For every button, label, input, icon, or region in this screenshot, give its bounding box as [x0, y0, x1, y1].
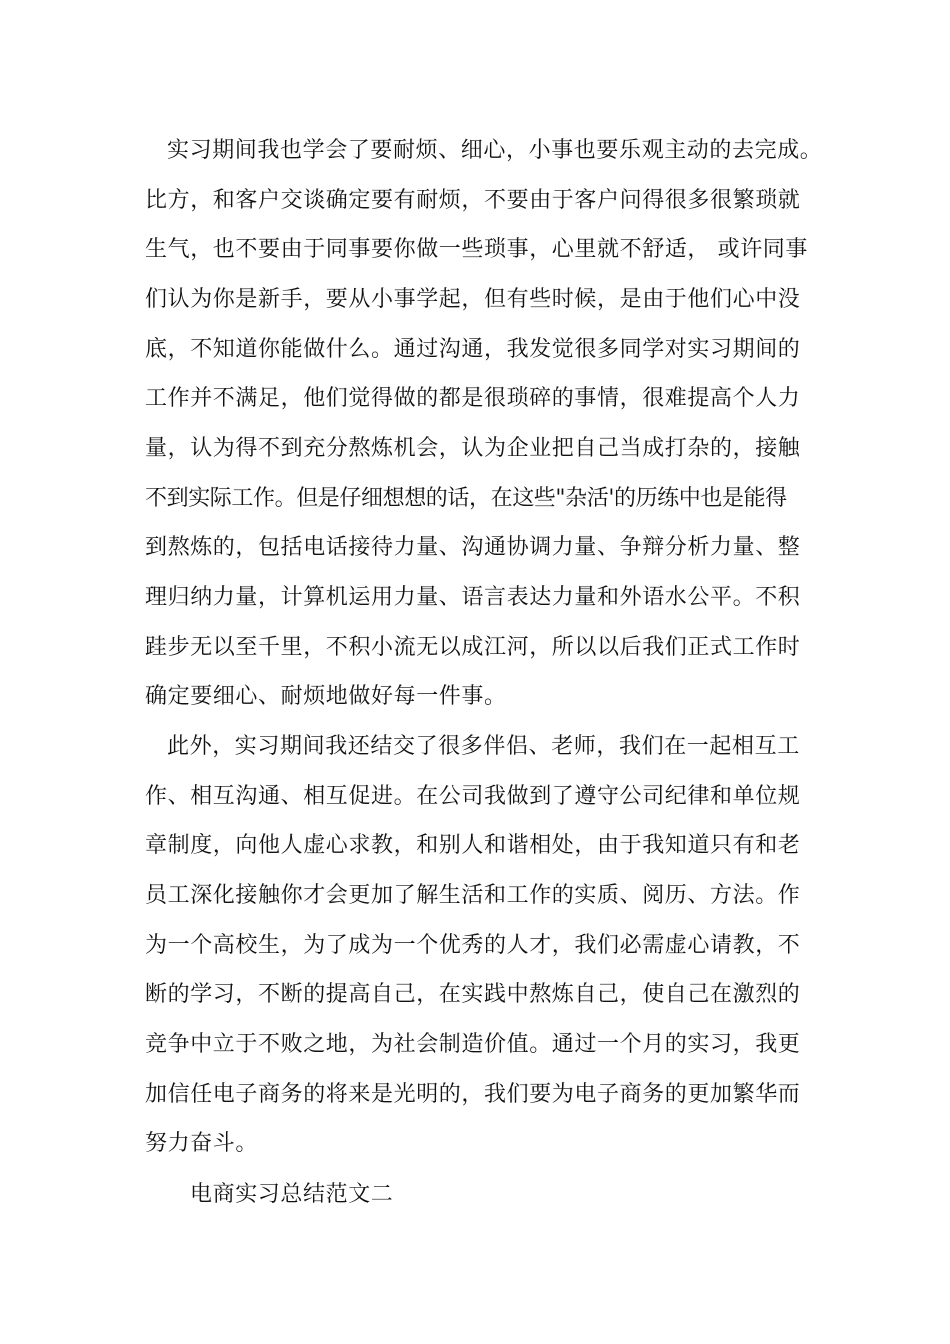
text-line: 章制度，向他人虚心求教，和别人和谐相处，由于我知道只有和老 — [145, 833, 801, 858]
text-line: 努力奋斗。 — [145, 1131, 259, 1156]
text-line: 理归纳力量，计算机运用力量、语言表达力量和外语水公平。不积 — [145, 585, 801, 610]
text-line: 底，不知道你能做什么。通过沟通，我发觉很多同学对实习期间的 — [145, 337, 801, 362]
text-line: 断的学习，不断的提高自己，在实践中熬炼自己，使自己在激烈的 — [145, 982, 801, 1007]
text-line: 跬步无以至千里，不积小流无以成江河，所以以后我们正式工作时 — [145, 635, 801, 660]
text-line: 竞争中立于不败之地，为社会制造价值。通过一个月的实习，我更 — [145, 1032, 801, 1057]
text-line: 到熬炼的，包括电话接待力量、沟通协调力量、争辩分析力量、整 — [145, 535, 801, 560]
text-line: 为一个高校生，为了成为一个优秀的人才，我们必需虚心请教，不 — [145, 933, 801, 958]
text-line: 员工深化接触你才会更加了解生活和工作的实质、阅历、方法。作 — [145, 883, 801, 908]
text-line: 确定要细心、耐烦地做好每一件事。 — [145, 684, 507, 709]
text-line: 们认为你是新手，要从小事学起，但有些时候，是由于他们心中没 — [145, 287, 801, 312]
text-line: 量，认为得不到充分熬炼机会，认为企业把自己当成打杂的，接触 — [145, 436, 801, 461]
text-line: 加信任电子商务的将来是光明的，我们要为电子商务的更加繁华而 — [145, 1082, 801, 1107]
text-line: 实习期间我也学会了要耐烦、细心，小事也要乐观主动的去完成。 — [167, 138, 823, 163]
text-line: 作、相互沟通、相互促进。在公司我做到了遵守公司纪律和单位规 — [145, 784, 801, 809]
text-line: 不到实际工作。但是仔细想想的话，在这些"杂活'的历练中也是能得 — [145, 486, 787, 511]
text-line: 比方，和客户交谈确定要有耐烦，不要由于客户问得很多很繁琐就 — [145, 188, 801, 213]
text-line: 此外，实习期间我还结交了很多伴侣、老师，我们在一起相互工 — [167, 734, 800, 759]
section-heading: 电商实习总结范文二 — [190, 1182, 394, 1207]
text-line: 生气，也不要由于同事要你做一些琐事，心里就不舒适， 或许同事 — [145, 237, 808, 262]
text-line: 工作并不满足，他们觉得做的都是很琐碎的事情，很难提高个人力 — [145, 386, 801, 411]
